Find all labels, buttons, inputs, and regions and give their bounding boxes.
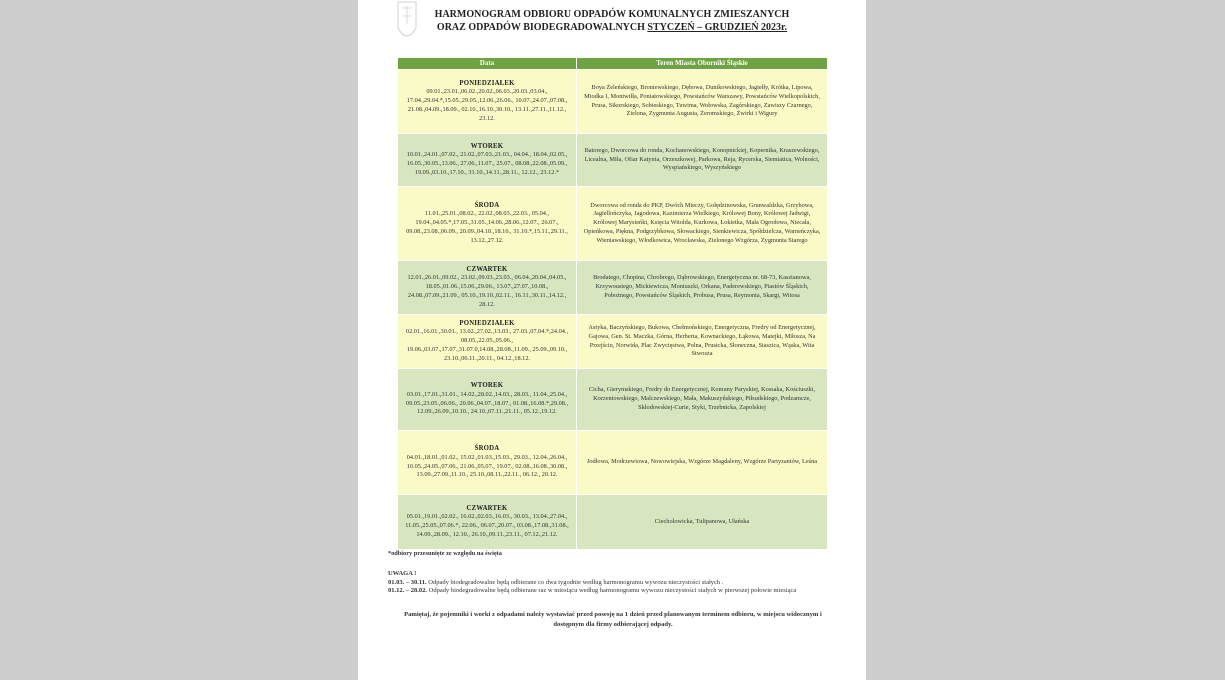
pickup-dates: 05.01.,19.01.,02.02., 16.02.,02.03.,16.03., 30.03., 13.04.,27.04., 11.05.,25.05.,07.06.*, 22.06., 06.07.,20.07., 03.08.,17.08.,31.08., 14.09.,28.09., 12.10., 26.10.,09.11.,23.11., 07.12.,21.12. <box>405 513 569 538</box>
date-cell <box>398 431 577 495</box>
notice-text-1: Odpady biodegradowalne będą odbierane co dwa tygodnie według harmonogramu wywozu nieczystości stałych . <box>428 578 724 586</box>
streets-cell: Cicha, Gierymskiego, Fredry do Energetycznej, Komuny Paryskiej, Kossaka, Kościuszki, Korzeniowskiego, Malczewskiego, Mała, Makuszyńskiego, Piłsudskiego, Podzamcze, Skłodowskiej-Curie, Styki, Trzebnicka, Zapolskiej <box>577 369 828 431</box>
date-cell <box>398 369 577 431</box>
notice-range-2: 01.12. – 28.02. <box>388 587 427 595</box>
table-header-row <box>398 58 828 70</box>
notice-heading: UWAGA ! <box>388 570 417 577</box>
streets-cell: Astyka, Baczyńskiego, Bukowa, Chełmońskiego, Energetyczna, Fredry od Energetycznej, Gajowa, Gen. St. Maczka, Górna, Herberta, Kownackiego, Łąkowa, Matejki, Miłosza, Na Przejściu, Norwida, Plac Zwycięstwa, Polna, Prusicka, Słoneczna, Staszica, Wąska, Wita Stwosza <box>577 315 828 369</box>
pickup-dates: 12.01.,26.01.,09.02., 23.02.,09.03.,23.03., 06.04.,20.04.,04.05., 18.05.,01.06.,15.06.,29.06., 13.07.,27.07.,10.08., 24.08.,07.09.,21.09., 05.10.,19.10.,02.11., 16.11.,30.11.,14.12., 28.12. <box>407 274 567 308</box>
table-row <box>398 261 828 315</box>
pickup-dates: 04.01.,18.01.,01.02., 15.02.,01.03.,15.03., 29.03., 12.04.,26.04., 10.05.,24.05.,07.06., 21.06.,05.07., 19.07., 02.08.,16.08.,30.08., 13.09.,27.09.,11.10., 25.10.,08.11.,22.11., 06.12., 20.12. <box>406 453 568 479</box>
table-row <box>398 495 828 550</box>
weekday-label: CZWARTEK <box>466 265 508 273</box>
weekday-label: ŚRODA <box>474 201 500 209</box>
document-title <box>358 9 866 34</box>
table-row <box>398 315 828 369</box>
table-row <box>398 431 828 495</box>
header-date: Data <box>398 58 577 70</box>
pickup-dates: 09.01.,23.01.,06.02.,20.02.,06.03.,20.03.,03.04., 17.04.,29.04.*,15.05.,29.05.,12.06.,26.06., 10.07.,24.07.,07.08., 21.08.,04.09.,18.09., 02.10.,16.10.,30.10., 13.11.,27.11.,11.12., 23.12. <box>406 88 568 122</box>
weekday-label: PONIEDZIAŁEK <box>459 79 515 87</box>
pickup-dates: 02.01.,16.01.,30.01., 13.02.,27.02.,13.03., 27.03.,07.04.*,24.04., 08.05.,22.05.,05.06., 19.06.,03.07.,17.07.,31.07.0,14.08.,28.08.,11.09., 25.09.,09.10., 23.10.,06.11.,20.11., 04.12.,18.12. <box>405 328 569 362</box>
title-line-1: HARMONOGRAM ODBIORU ODPADÓW KOMUNALNYCH ZMIESZANYCH <box>434 9 790 20</box>
date-cell <box>398 315 577 369</box>
document-page <box>358 0 866 680</box>
table-row <box>398 187 828 261</box>
weekday-label: WTOREK <box>470 142 504 150</box>
weekday-label: PONIEDZIAŁEK <box>459 319 515 327</box>
streets-cell: Ciecholowicka, Tulipanowa, Ułańska <box>577 495 828 550</box>
reminder-text: Pamiętaj, że pojemniki i worki z odpadami należy wystawiać przed posesję na 1 dzień przed planowanym terminem odbioru, w miejscu widocznym i dostępnym dla firmy odbierającej odpady. <box>404 611 822 628</box>
notice-line-1 <box>388 579 838 588</box>
table-row <box>398 134 828 187</box>
streets-cell: Jodłowa, Modrzewiowa, Nowowiejska, Wzgórze Magdaleny, Wzgórze Partyzantów, Leśna <box>577 431 828 495</box>
pickup-dates: 11.01.,25.01.,08.02., 22.02.,08.03.,22.03., 05.04., 19.04.,04.05.*,17.05.,31.05.,14.06.,28.06.,12.07., 26.07., 09.08.,23.08.,06.09., 20.09.,04.10.,18.10., 31.10.*,15.11.,29.11., 13.12.,27.12. <box>406 210 568 244</box>
weekday-label: ŚRODA <box>474 445 500 453</box>
schedule-table <box>397 57 828 550</box>
footnote: *odbiory przesunięte ze względu na święta <box>388 550 502 557</box>
title-period: STYCZEŃ – GRUDZIEŃ 2023r. <box>647 21 788 33</box>
date-cell <box>398 70 577 134</box>
date-cell <box>398 495 577 550</box>
streets-cell: Dworcowa od ronda do PKP, Dwóch Mieczy, Gołędzinowska, Grunwaldzka, Grzybowa, Jagiellończyka, Jagodowa, Kazimierza Wielkiego, Królowej Bony, Królowej Jadwigi, Królowej Marysieńki, Księcia Witolda, Kurkowa, Łokietka, Mała Ogrodowa, Niecała, Opieńkowa, Piękna, Podgrzybkowa, Słowackiego, Sienkiewicza, Spółdzielcza, Warneńczyka, Wieniawskiego, Włodkowica, Wrocławska, Zielonego Wzgórza, Zygmunta Starego <box>577 187 828 261</box>
date-cell <box>398 134 577 187</box>
notice-block <box>388 570 838 596</box>
notice-line-2 <box>388 587 838 596</box>
weekday-label: CZWARTEK <box>466 504 508 512</box>
date-cell <box>398 187 577 261</box>
table-row <box>398 70 828 134</box>
pickup-dates: 10.01.,24.01.,07.02., 21.02.,07.03.,21.03., 04.04., 18.04.,02.05., 16.05.,30.05.,13.06., 27.06.,11.07., 25.07., 08.08.,22.08.,05.09., 19.09.,03.10.,17.10., 31.10.,14.11.,28.11., 12.12., 23.12.* <box>406 151 568 176</box>
pickup-dates: 03.01.,17.01.,31.01., 14.02.,28.02.,14.03., 28.03., 11.04.,25.04., 09.05.,23.05.,06.06., 20.06.,04.07.,18.07., 01.08.,16.08.*,29.08., 12.09.,26.09.,10.10., 24.10.,07.11.,21.11., 05.12.,19.12. <box>405 390 569 416</box>
notice-range-1: 01.03. – 30.11. <box>388 578 427 586</box>
table-row <box>398 369 828 431</box>
header-area: Teren Miasta Oborniki Śląskie <box>577 58 828 70</box>
streets-cell: Boya Żeleńskiego, Broniewskiego, Dębowa, Dunikowskiego, Jagiełły, Krótka, Lipowa, Miodka I, Montwiłła, Poniatowskiego, Powstańców Warszawy, Powstańców Wielkopolskich, Prusa, Sikorskiego, Sobieskiego, Tuwima, Wołowska, Zagórskiego, Zawiszy Czarnego, Zielona, Zygmunta Augusta, Żeromskiego, Żwirki i Wigury <box>577 70 828 134</box>
notice-text-2: Odpady biodegradowalne będą odbierane raz w miesiącu według harmonogramu wywozu nieczystości stałych w pierwszej połowie miesiąca <box>428 587 797 595</box>
title-line-2 <box>358 22 866 35</box>
streets-cell: Brodatego, Chopina, Chrobrego, Dąbrowskiego, Energetyczna nr. 68-73, Kasztanowa, Krzywoustego, Mickiewicza, Moniuszki, Orkana, Paderewskiego, Piastów Śląskich, Pobożnego, Powstańców Śląskich, Probusa, Prusa, Reymonta, Skargi, Witosa <box>577 261 828 315</box>
date-cell <box>398 261 577 315</box>
streets-cell: Batorego, Dworcowa do ronda, Kochanowskiego, Konopnickiej, Kopernika, Kraszewskiego, Licealna, Miła, Ofiar Katynia, Orzeszkowej, Parkowa, Reja, Rycerska, Siemiatica, Wolności, Wyspiańskiego, Wyszyńskiego <box>577 134 828 187</box>
title-line-2-prefix: ORAZ ODPADÓW BIODEGRADOWALNYCH <box>436 21 645 33</box>
weekday-label: WTOREK <box>470 382 504 390</box>
